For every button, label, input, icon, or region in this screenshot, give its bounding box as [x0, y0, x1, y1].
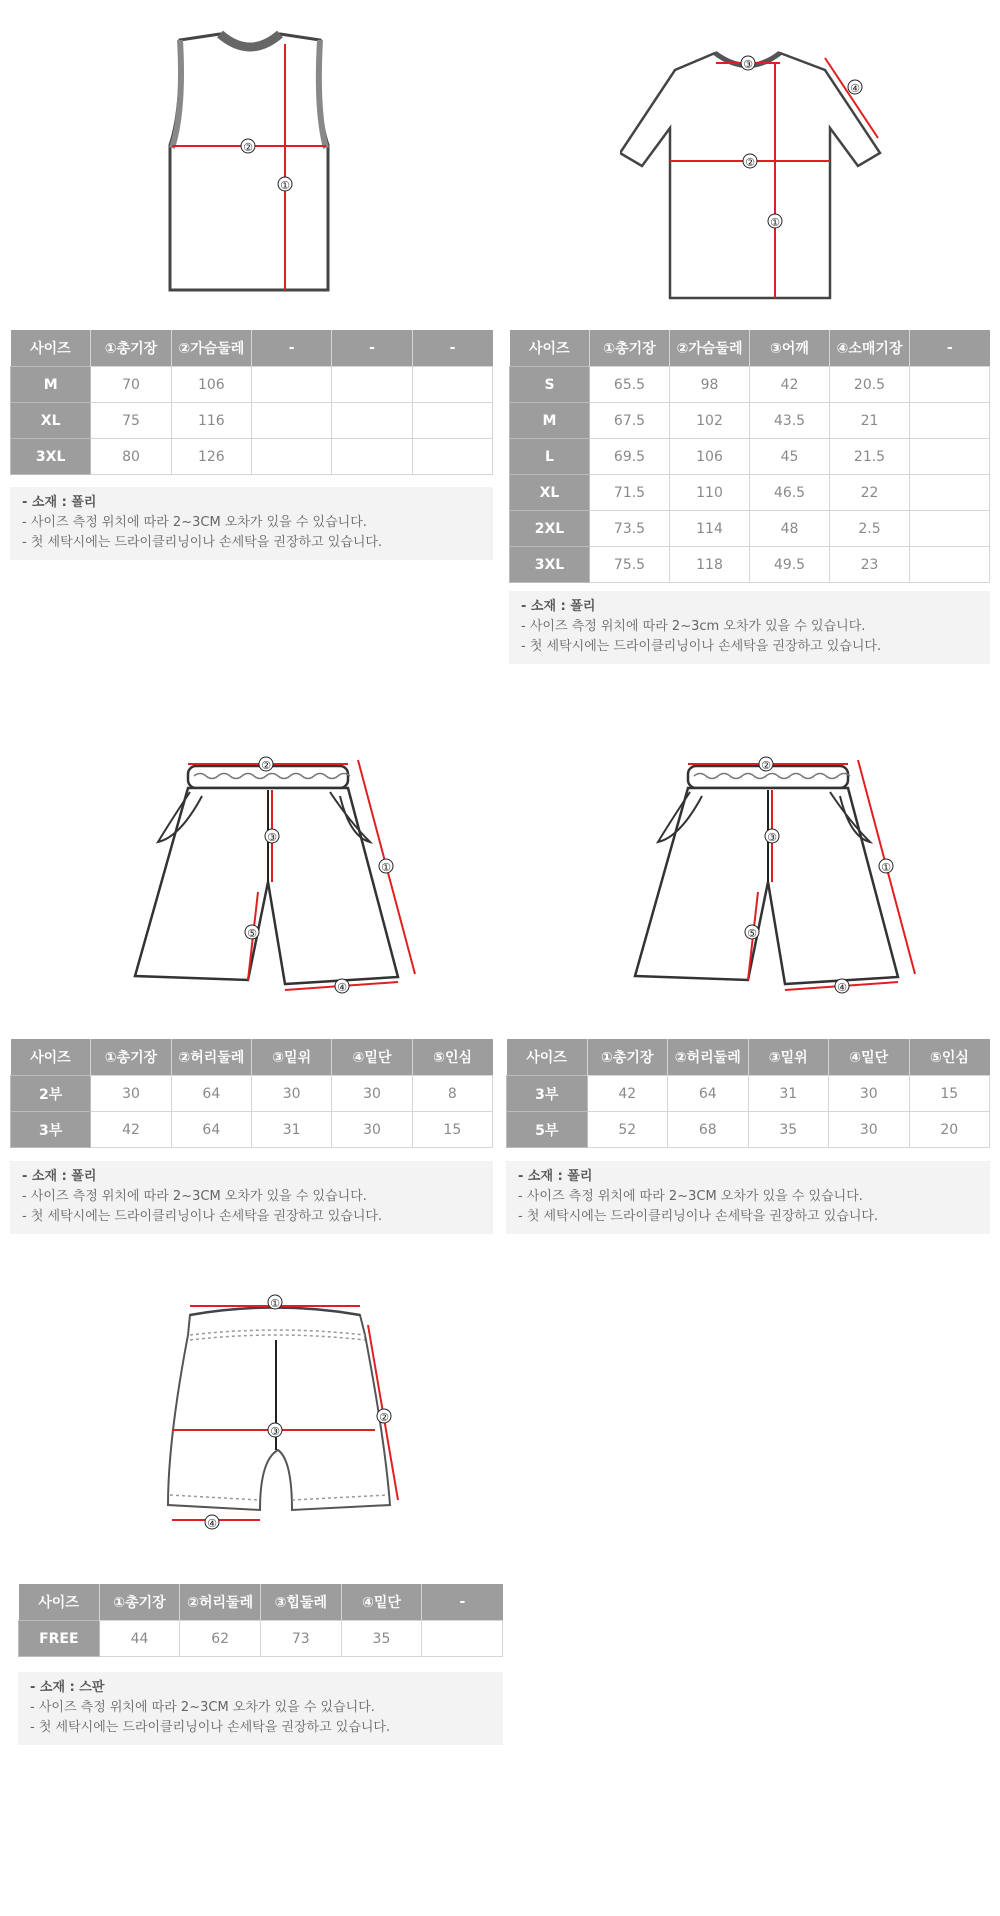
col-empty: -: [422, 1584, 503, 1621]
size-cell: M: [510, 403, 590, 439]
size-cell: 3XL: [510, 547, 590, 583]
shorts-b-size-table: [506, 1039, 990, 1148]
col-size: 사이즈: [507, 1039, 588, 1076]
tank-marker-2: ②: [243, 141, 253, 154]
leggings-marker-3: ③: [270, 1425, 280, 1438]
col-size: 사이즈: [11, 330, 91, 367]
value-cell: 98: [670, 367, 750, 403]
value-cell: 114: [670, 511, 750, 547]
value-cell: 106: [171, 367, 251, 403]
tank-top-care-note: [10, 487, 493, 560]
col-hem: ④밑단: [332, 1039, 412, 1076]
note-line: - 첫 세탁시에는 드라이클리닝이나 손세탁을 권장하고 있습니다.: [521, 639, 882, 654]
col-rise: ③밑위: [251, 1039, 331, 1076]
col-hip: ③힙둘레: [260, 1584, 341, 1621]
col-sleeve: ④소매기장: [830, 330, 910, 367]
value-cell: 110: [670, 475, 750, 511]
size-cell: 2부: [11, 1076, 91, 1112]
size-cell: 5부: [507, 1112, 588, 1148]
note-line: - 사이즈 측정 위치에 따라 2~3CM 오차가 있을 수 있습니다.: [22, 515, 367, 530]
value-cell: 49.5: [750, 547, 830, 583]
col-hem: ④밑단: [341, 1584, 422, 1621]
value-cell: 64: [171, 1112, 251, 1148]
table-row: [11, 1112, 493, 1148]
value-cell: 15: [909, 1076, 990, 1112]
tank-top-diagram: [160, 30, 340, 300]
value-cell: 62: [180, 1621, 261, 1657]
value-cell: 15: [412, 1112, 492, 1148]
note-line: - 사이즈 측정 위치에 따라 2~3CM 오차가 있을 수 있습니다.: [30, 1700, 375, 1715]
table-header-row: [510, 330, 990, 367]
value-cell: 42: [750, 367, 830, 403]
value-cell: [251, 403, 331, 439]
value-cell: 35: [748, 1112, 829, 1148]
value-cell: 43.5: [750, 403, 830, 439]
shorts-b-diagram: [630, 752, 930, 1002]
tank-top-size-table: [10, 330, 493, 475]
shorts-a-marker-2: ②: [261, 759, 271, 772]
material-label: - 소재 : 폴리: [521, 599, 596, 614]
leggings-care-note: [18, 1672, 503, 1745]
size-cell: 3부: [11, 1112, 91, 1148]
leggings-marker-4: ④: [207, 1517, 217, 1530]
value-cell: 67.5: [590, 403, 670, 439]
material-label: - 소재 : 폴리: [22, 495, 97, 510]
value-cell: 102: [670, 403, 750, 439]
material-label: - 소재 : 스판: [30, 1680, 105, 1695]
value-cell: [412, 403, 492, 439]
value-cell: 70: [91, 367, 171, 403]
shorts-a-diagram: [130, 752, 430, 1002]
value-cell: 64: [668, 1076, 749, 1112]
size-cell: 2XL: [510, 511, 590, 547]
col-total-length: ①총기장: [91, 330, 171, 367]
leggings-marker-1: ①: [270, 1297, 280, 1310]
col-total-length: ①총기장: [587, 1039, 668, 1076]
table-row: [510, 439, 990, 475]
table-row: [510, 367, 990, 403]
shorts-b-marker-4: ④: [837, 981, 847, 994]
value-cell: 73.5: [590, 511, 670, 547]
material-label: - 소재 : 폴리: [518, 1169, 593, 1184]
value-cell: 80: [91, 439, 171, 475]
size-cell: M: [11, 367, 91, 403]
shorts-a-marker-3: ③: [267, 831, 277, 844]
col-total-length: ①총기장: [99, 1584, 180, 1621]
shorts-b-care-note: [506, 1161, 990, 1234]
col-size: 사이즈: [510, 330, 590, 367]
value-cell: 68: [668, 1112, 749, 1148]
value-cell: 2.5: [830, 511, 910, 547]
tshirt-diagram: [620, 48, 900, 313]
table-header-row: [19, 1584, 503, 1621]
value-cell: 20: [909, 1112, 990, 1148]
col-waist: ②허리둘레: [180, 1584, 261, 1621]
table-row: [510, 475, 990, 511]
value-cell: 30: [332, 1112, 412, 1148]
size-cell: XL: [510, 475, 590, 511]
value-cell: 30: [332, 1076, 412, 1112]
table-header-row: [11, 330, 493, 367]
value-cell: [412, 367, 492, 403]
tshirt-marker-4: ④: [850, 82, 860, 95]
value-cell: [422, 1621, 503, 1657]
size-cell: L: [510, 439, 590, 475]
value-cell: 106: [670, 439, 750, 475]
value-cell: [251, 367, 331, 403]
value-cell: [910, 403, 990, 439]
note-line: - 첫 세탁시에는 드라이클리닝이나 손세탁을 권장하고 있습니다.: [30, 1720, 391, 1735]
leggings-size-table: [18, 1584, 503, 1657]
value-cell: 22: [830, 475, 910, 511]
col-shoulder: ③어깨: [750, 330, 830, 367]
value-cell: 30: [829, 1076, 910, 1112]
col-total-length: ①총기장: [91, 1039, 171, 1076]
value-cell: 31: [251, 1112, 331, 1148]
value-cell: [251, 439, 331, 475]
table-row: [510, 547, 990, 583]
leggings-marker-2: ②: [379, 1411, 389, 1424]
value-cell: [910, 475, 990, 511]
table-row: [507, 1076, 990, 1112]
value-cell: 71.5: [590, 475, 670, 511]
value-cell: 46.5: [750, 475, 830, 511]
table-row: [11, 439, 493, 475]
note-line: - 사이즈 측정 위치에 따라 2~3CM 오차가 있을 수 있습니다.: [518, 1189, 863, 1204]
col-inseam: ⑤인심: [412, 1039, 492, 1076]
value-cell: 21: [830, 403, 910, 439]
note-line: - 사이즈 측정 위치에 따라 2~3CM 오차가 있을 수 있습니다.: [22, 1189, 367, 1204]
shorts-b-marker-2: ②: [761, 759, 771, 772]
size-cell: 3XL: [11, 439, 91, 475]
table-row: [510, 403, 990, 439]
size-cell: FREE: [19, 1621, 100, 1657]
size-cell: 3부: [507, 1076, 588, 1112]
shorts-a-care-note: [10, 1161, 493, 1234]
table-row: [19, 1621, 503, 1657]
value-cell: 23: [830, 547, 910, 583]
table-header-row: [507, 1039, 990, 1076]
shorts-b-marker-3: ③: [767, 831, 777, 844]
tshirt-marker-3: ③: [743, 58, 753, 71]
col-waist: ②허리둘레: [668, 1039, 749, 1076]
note-line: - 첫 세탁시에는 드라이클리닝이나 손세탁을 권장하고 있습니다.: [22, 535, 383, 550]
value-cell: 21.5: [830, 439, 910, 475]
tank-marker-1: ①: [280, 179, 290, 192]
value-cell: 116: [171, 403, 251, 439]
col-chest: ②가슴둘레: [171, 330, 251, 367]
tshirt-size-table: [509, 330, 990, 583]
value-cell: 44: [99, 1621, 180, 1657]
value-cell: 30: [251, 1076, 331, 1112]
shorts-b-marker-5: ⑤: [747, 927, 757, 940]
note-line: - 첫 세탁시에는 드라이클리닝이나 손세탁을 권장하고 있습니다.: [22, 1209, 383, 1224]
note-line: - 사이즈 측정 위치에 따라 2~3cm 오차가 있을 수 있습니다.: [521, 619, 866, 634]
value-cell: 64: [171, 1076, 251, 1112]
value-cell: [332, 367, 412, 403]
value-cell: 42: [587, 1076, 668, 1112]
value-cell: 73: [260, 1621, 341, 1657]
col-empty: -: [910, 330, 990, 367]
value-cell: 126: [171, 439, 251, 475]
tshirt-marker-2: ②: [745, 156, 755, 169]
leggings-diagram: [160, 1290, 420, 1555]
value-cell: 8: [412, 1076, 492, 1112]
col-empty: -: [332, 330, 412, 367]
value-cell: 31: [748, 1076, 829, 1112]
value-cell: 75.5: [590, 547, 670, 583]
col-size: 사이즈: [19, 1584, 100, 1621]
value-cell: 75: [91, 403, 171, 439]
value-cell: 42: [91, 1112, 171, 1148]
col-waist: ②허리둘레: [171, 1039, 251, 1076]
value-cell: 35: [341, 1621, 422, 1657]
tshirt-care-note: [509, 591, 990, 664]
value-cell: 30: [91, 1076, 171, 1112]
table-row: [507, 1112, 990, 1148]
value-cell: [412, 439, 492, 475]
col-inseam: ⑤인심: [909, 1039, 990, 1076]
table-header-row: [11, 1039, 493, 1076]
size-cell: XL: [11, 403, 91, 439]
tshirt-marker-1: ①: [770, 216, 780, 229]
table-row: [510, 511, 990, 547]
table-row: [11, 367, 493, 403]
value-cell: 65.5: [590, 367, 670, 403]
material-label: - 소재 : 폴리: [22, 1169, 97, 1184]
value-cell: [910, 511, 990, 547]
shorts-a-marker-1: ①: [381, 861, 391, 874]
col-rise: ③밑위: [748, 1039, 829, 1076]
size-cell: S: [510, 367, 590, 403]
value-cell: [910, 367, 990, 403]
note-line: - 첫 세탁시에는 드라이클리닝이나 손세탁을 권장하고 있습니다.: [518, 1209, 879, 1224]
value-cell: 30: [829, 1112, 910, 1148]
shorts-a-marker-4: ④: [337, 981, 347, 994]
col-chest: ②가슴둘레: [670, 330, 750, 367]
value-cell: [332, 403, 412, 439]
table-row: [11, 1076, 493, 1112]
table-row: [11, 403, 493, 439]
value-cell: 20.5: [830, 367, 910, 403]
value-cell: [910, 439, 990, 475]
value-cell: 52: [587, 1112, 668, 1148]
shorts-b-marker-1: ①: [881, 861, 891, 874]
value-cell: [910, 547, 990, 583]
value-cell: 45: [750, 439, 830, 475]
value-cell: 69.5: [590, 439, 670, 475]
value-cell: 118: [670, 547, 750, 583]
col-hem: ④밑단: [829, 1039, 910, 1076]
col-size: 사이즈: [11, 1039, 91, 1076]
col-total-length: ①총기장: [590, 330, 670, 367]
col-empty: -: [412, 330, 492, 367]
col-empty: -: [251, 330, 331, 367]
value-cell: 48: [750, 511, 830, 547]
shorts-a-size-table: [10, 1039, 493, 1148]
value-cell: [332, 439, 412, 475]
shorts-a-marker-5: ⑤: [247, 927, 257, 940]
